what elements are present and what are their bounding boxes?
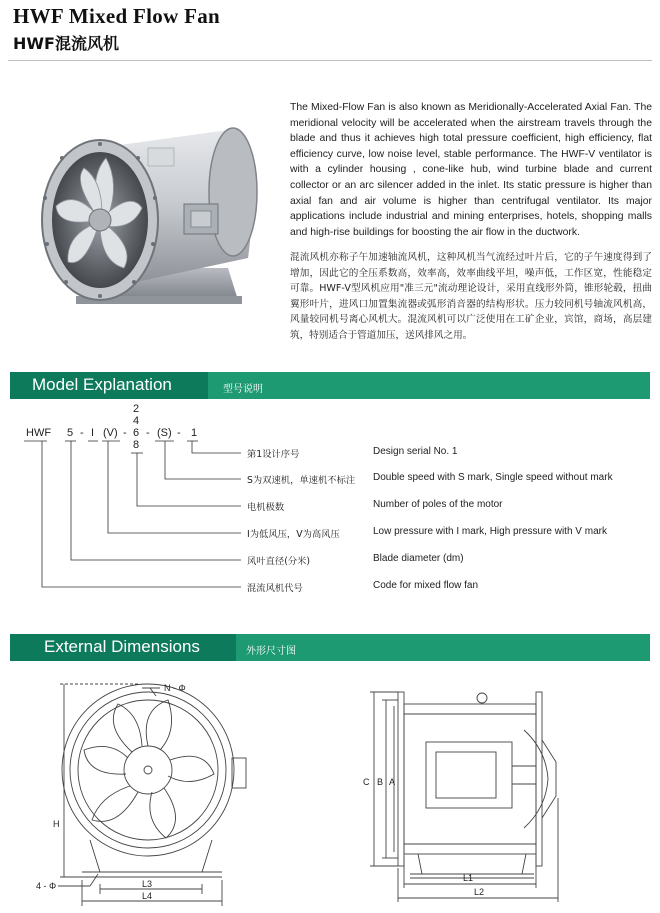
description-english: The Mixed-Flow Fan is also known as Meridionally-Accelerated Axial Fan. The meridional velocity will be accelerated when the airstream travels through the blade and thus it achieves high total pressure coefficient, high efficiency, flat efficiency curve, low noise level, stable performance. The HWF-V ventilator is with a cylinder housing , cone-like hub, wind turbine blade and current collector or an arc silencer added in the inlet. Its static pressure is higher than axial fan and air volume is higher than centrifugal ventilator. Its major applications include industrial and mining enterprises, hotels, shopping malls and high-rise buildings for boosting the air flow in the ductwork. xyxy=(290,102,652,238)
description-chinese: 混流风机亦称子午加速轴流风机，这种风机当气流经过叶片后，它的子午速度得到了增加，因此它的全压系数高，效率高，效率曲线平坦，噪声低，工作区宽，性能稳定可靠。HWF-V型风机应用"准三元"流动理论设计，采用直线形外筒，锥形轮毂，扭曲翼形叶片，进风口加置集流器或弧形消音器的结构形状。压力较同机号轴流风机高，风量较同机号离心风机大。混流风机可以广泛使用在工矿企业，宾馆，商场，高层建筑，特别适合于管道加压，送风排风之用。 xyxy=(290,252,652,341)
model-code-speed: (S) xyxy=(157,427,172,439)
annotation-serial-en: Design serial No. 1 xyxy=(373,446,458,457)
annotation-pressure-en: Low pressure with I mark, High pressure with V mark xyxy=(373,526,607,537)
dim-label-b: B xyxy=(377,777,384,787)
section-banner-dimensions xyxy=(10,634,650,661)
model-code-dash: - xyxy=(146,427,150,439)
front-view-drawing xyxy=(0,670,300,913)
model-code-pressure: I xyxy=(91,427,95,439)
section-title-dimensions-cn: 外形尺寸图 xyxy=(246,646,296,657)
model-code-pole-6: 6 xyxy=(133,427,140,439)
model-code-serial: 1 xyxy=(191,427,198,439)
annotation-code-cn: 混流风机代号 xyxy=(247,583,303,594)
section-title-model-cn: 型号说明 xyxy=(223,384,263,395)
dim-label-a: A xyxy=(389,777,396,787)
dim-label-l4: L4 xyxy=(142,891,153,901)
annotation-poles-cn: 电机极数 xyxy=(247,502,285,513)
annotation-pressure-cn: I为低风压，V为高风压 xyxy=(247,529,340,540)
model-code-series: HWF xyxy=(26,427,52,439)
dim-label-l2: L2 xyxy=(474,887,485,897)
dim-label-h: H xyxy=(53,819,60,829)
model-code-size: 5 xyxy=(67,427,74,439)
dim-label-l3: L3 xyxy=(142,879,153,889)
annotation-speed-en: Double speed with S mark, Single speed without mark xyxy=(373,472,613,483)
model-code-dash: - xyxy=(80,427,84,439)
dim-label-4-phi: 4 - Φ xyxy=(36,881,57,891)
model-code-pole-4: 4 xyxy=(133,415,140,427)
dim-label-c: C xyxy=(363,777,370,787)
model-code-dash: - xyxy=(177,427,181,439)
page-title-cn: HWF混流风机 xyxy=(13,34,119,53)
dim-label-l1: L1 xyxy=(463,873,474,883)
dim-label-n-phi: N - Φ xyxy=(164,683,186,693)
model-code-pole-2: 2 xyxy=(133,403,140,415)
side-view-drawing xyxy=(340,670,640,913)
annotation-poles-en: Number of poles of the motor xyxy=(373,499,503,510)
section-title-dimensions: External Dimensions xyxy=(44,637,200,656)
annotation-speed-cn: S为双速机，单速机不标注 xyxy=(247,475,356,486)
annotation-diameter-en: Blade diameter (dm) xyxy=(373,553,464,564)
model-code-pole-8: 8 xyxy=(133,439,140,451)
section-title-model: Model Explanation xyxy=(32,375,172,394)
annotation-code-en: Code for mixed flow fan xyxy=(373,580,479,591)
model-code-dash: - xyxy=(123,427,127,439)
annotation-serial-cn: 第1设计序号 xyxy=(247,449,300,460)
model-code-pressure-alt: (V) xyxy=(103,427,118,439)
page-title: HWF Mixed Flow Fan xyxy=(13,4,221,28)
annotation-diameter-cn: 风叶直径(分米) xyxy=(247,556,311,567)
